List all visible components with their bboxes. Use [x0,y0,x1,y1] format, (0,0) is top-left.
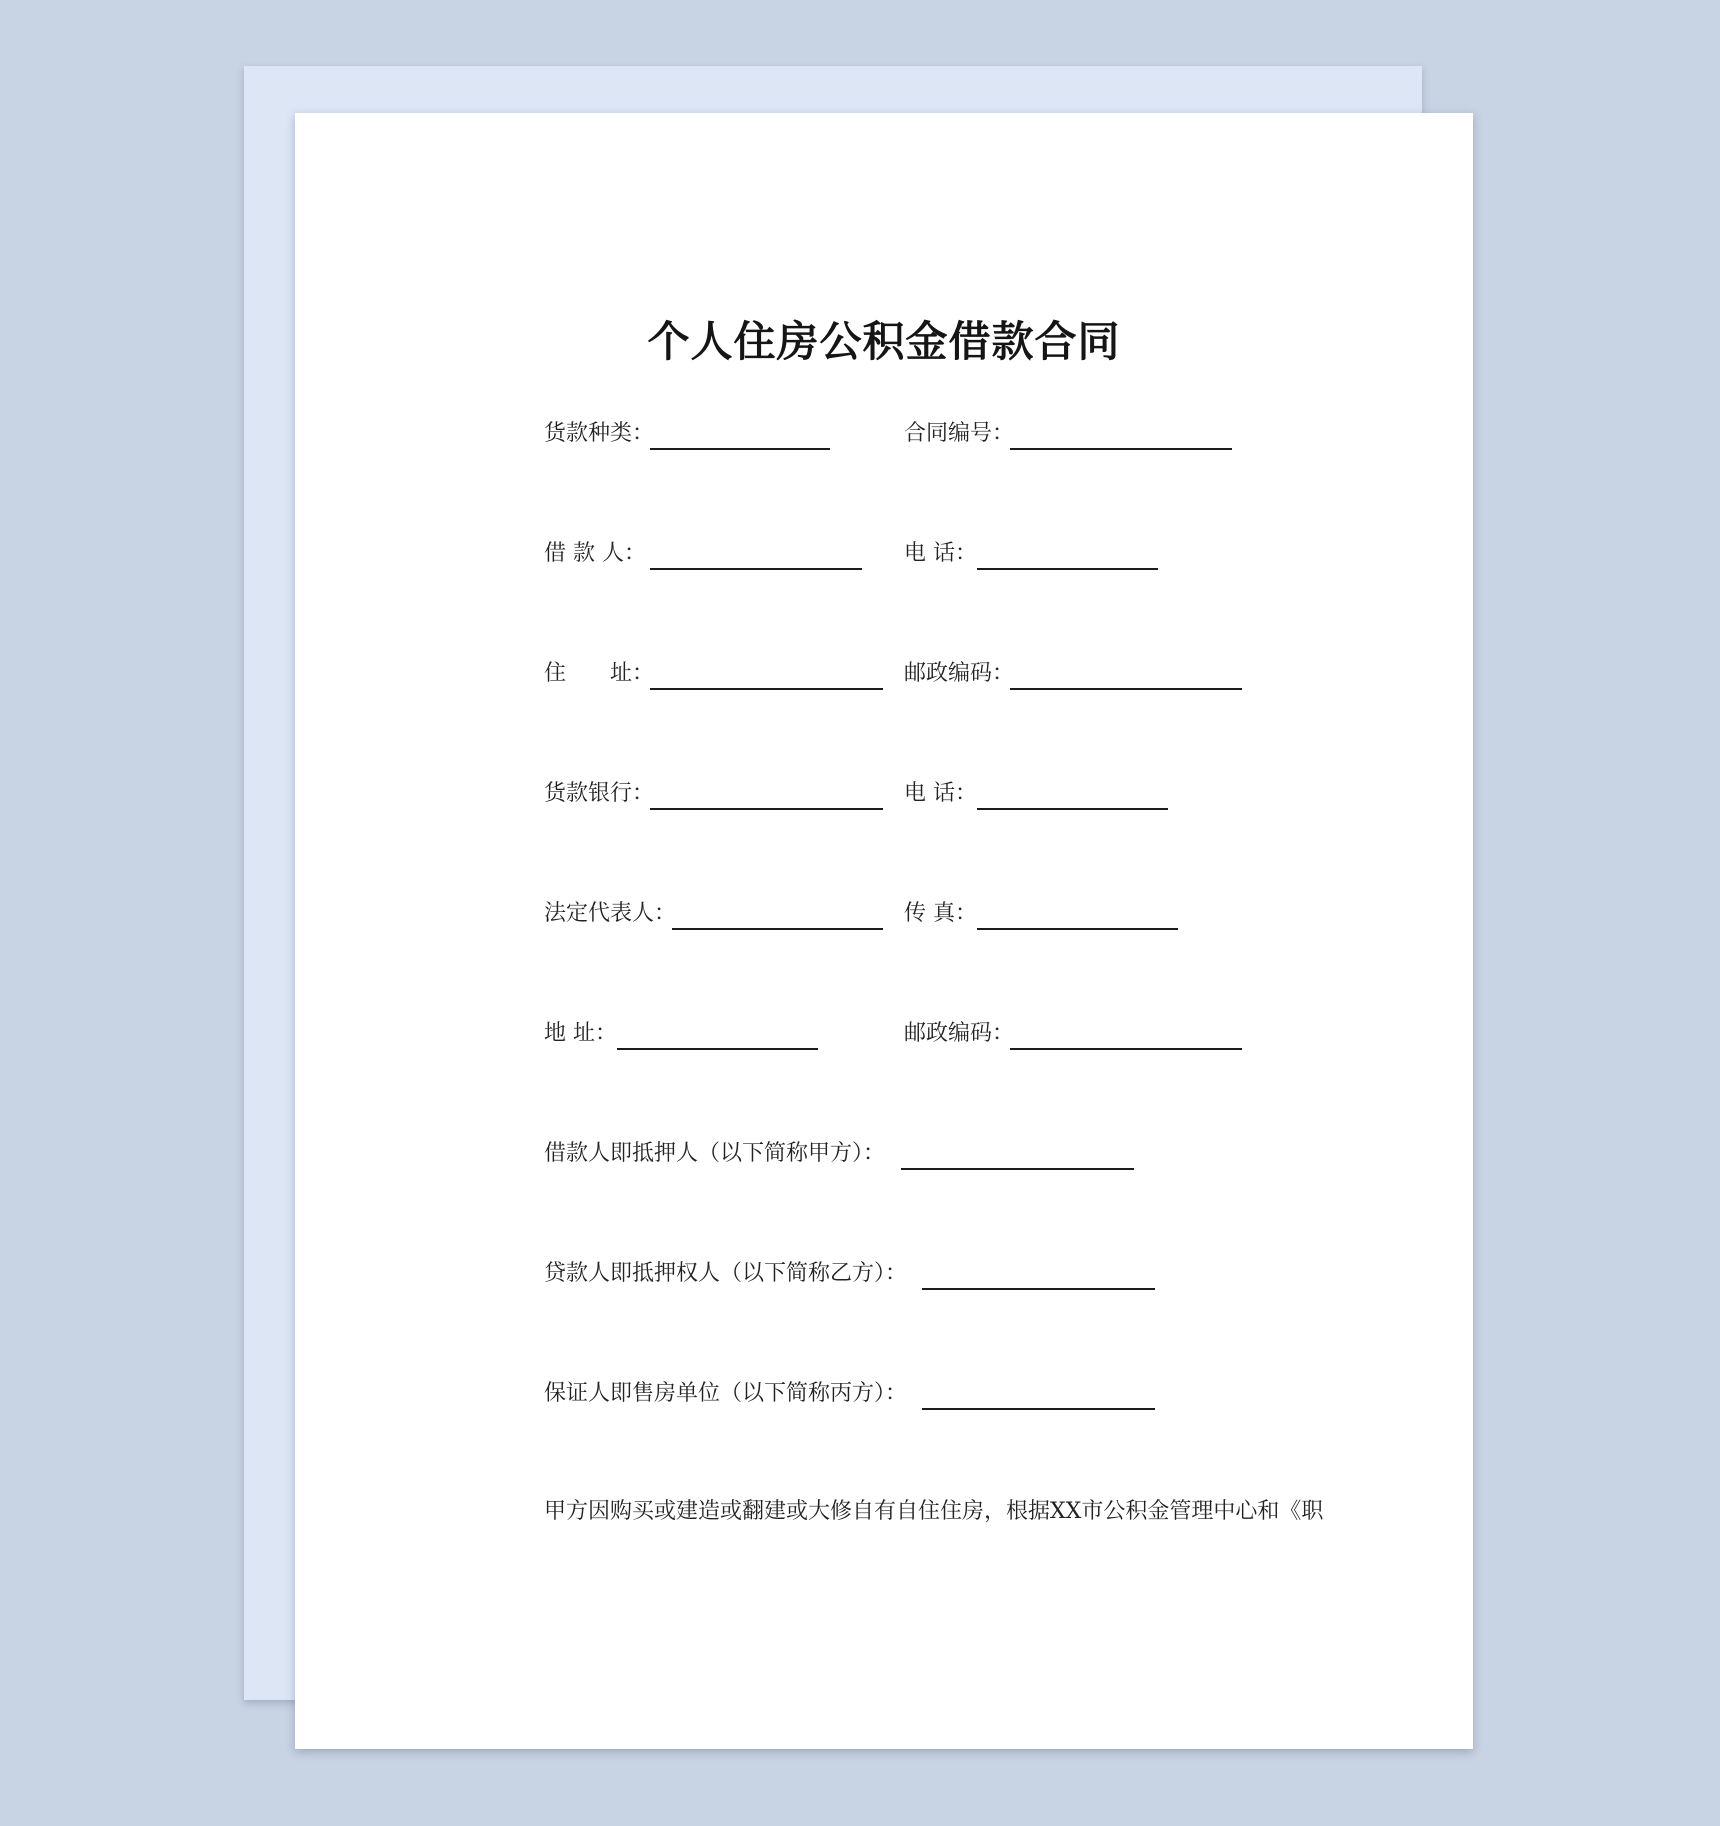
borrower-label: 借 款 人： [544,541,646,566]
bank-phone-field [904,780,1204,810]
borrower-phone-label: 电 话： [904,541,977,566]
loan-type-blank[interactable] [650,420,830,450]
party-b-field [544,1260,1184,1290]
bank-phone-label: 电 话： [904,781,977,806]
fax-label: 传 真： [904,901,977,926]
borrower-blank[interactable] [650,540,862,570]
lending-bank-field [544,780,894,810]
borrower-field [544,540,884,570]
bank-address-blank[interactable] [617,1020,818,1050]
bank-postal-code-field [904,1020,1254,1050]
party-a-label: 借款人即抵押人（以下简称甲方）： [544,1141,886,1166]
party-a-field [544,1140,1164,1170]
contract-body-paragraph: 甲方因购买或建造或翻建或大修自有自住住房，根据XX市公积金管理中心和《职 [544,1499,1324,1524]
lending-bank-label: 货款银行： [544,781,655,806]
legal-representative-blank[interactable] [672,900,883,930]
document-title: 个人住房公积金借款合同 [647,317,1121,366]
contract-number-blank[interactable] [1010,420,1232,450]
party-c-field [544,1380,1184,1410]
bank-address-label: 地 址： [544,1021,617,1046]
bank-postal-code-blank[interactable] [1010,1020,1242,1050]
bank-postal-code-label: 邮政编码： [904,1021,1015,1046]
address-field [544,660,894,690]
lending-bank-blank[interactable] [650,780,883,810]
contract-number-field [904,420,1244,450]
party-c-label: 保证人即售房单位（以下简称丙方）： [544,1381,908,1406]
party-b-blank[interactable] [922,1260,1155,1290]
postal-code-label: 邮政编码： [904,661,1015,686]
legal-representative-label: 法定代表人： [544,901,677,926]
loan-type-field [544,420,844,450]
party-b-label: 贷款人即抵押权人（以下简称乙方）： [544,1261,908,1286]
borrower-phone-blank[interactable] [977,540,1158,570]
postal-code-blank[interactable] [1010,660,1242,690]
borrower-phone-field [904,540,1204,570]
fax-field [904,900,1204,930]
address-blank[interactable] [650,660,883,690]
contract-page [295,113,1473,1749]
loan-type-label: 货款种类： [544,421,655,446]
postal-code-field [904,660,1254,690]
contract-number-label: 合同编号： [904,421,1015,446]
address-label: 住 址： [544,661,655,686]
party-c-blank[interactable] [922,1380,1155,1410]
party-a-blank[interactable] [901,1140,1134,1170]
bank-address-field [544,1020,844,1050]
legal-representative-field [544,900,894,930]
bank-phone-blank[interactable] [977,780,1168,810]
fax-blank[interactable] [977,900,1178,930]
